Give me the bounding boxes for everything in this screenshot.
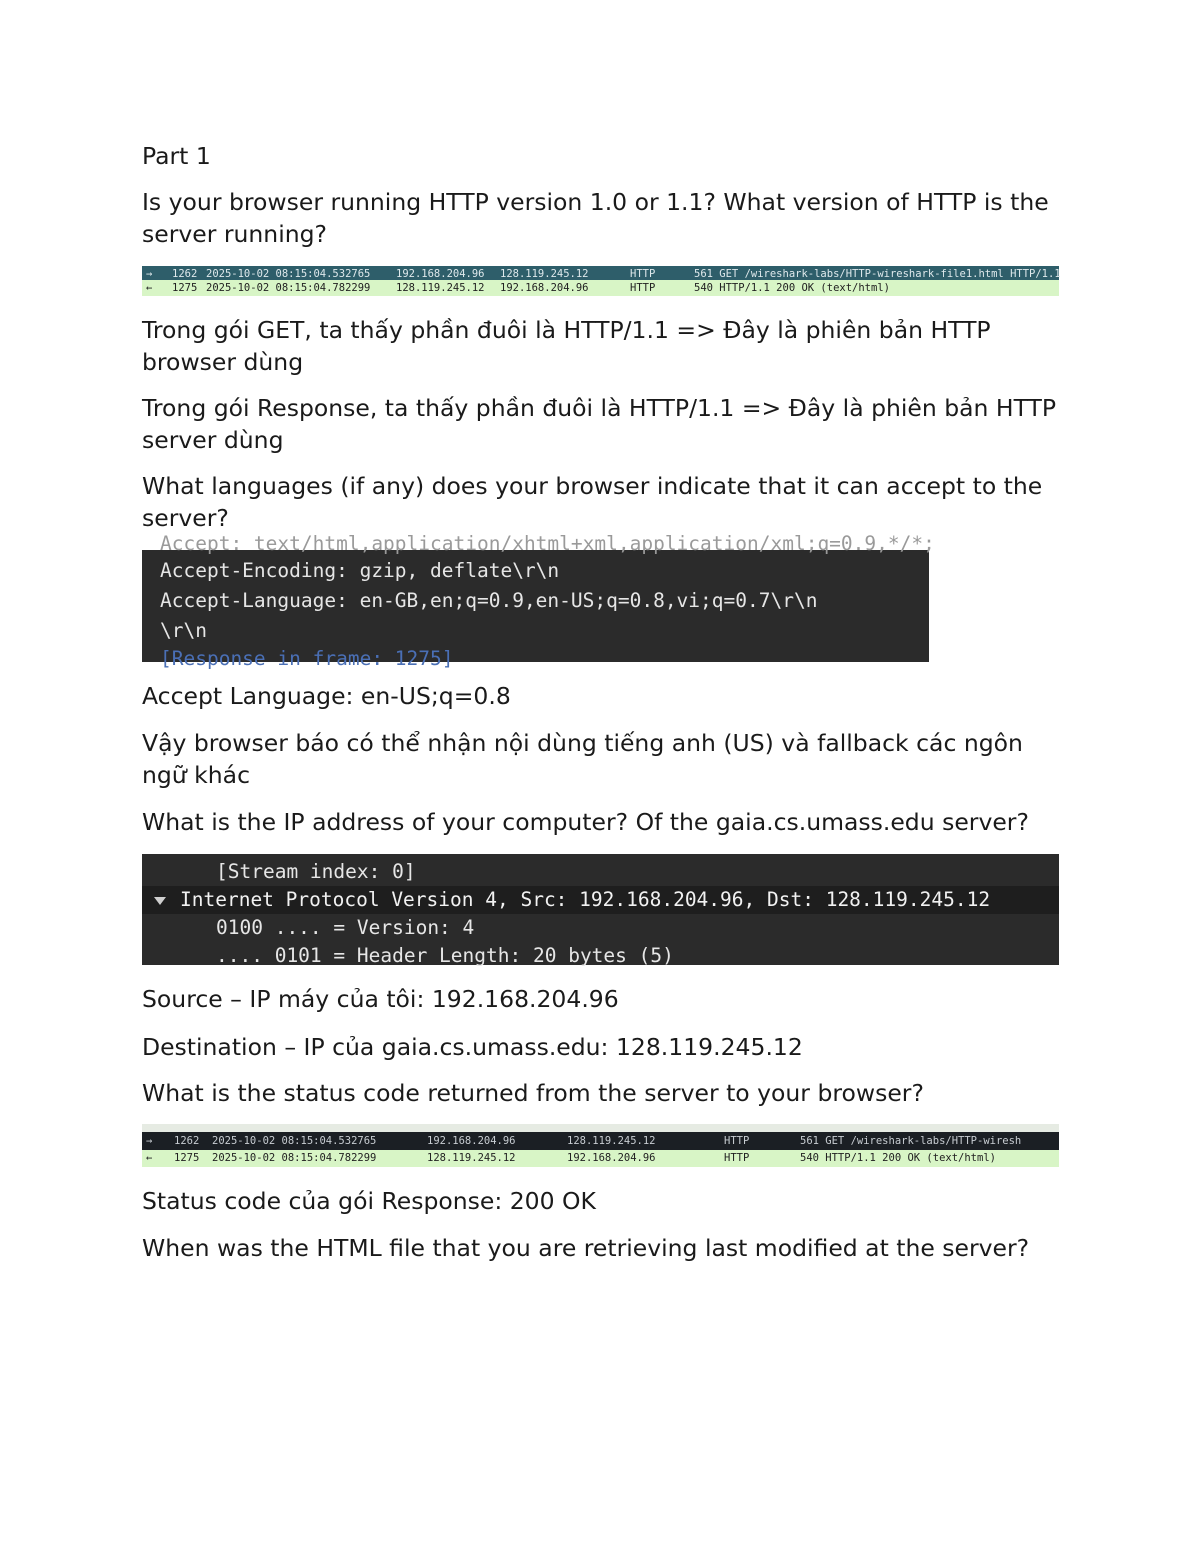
- answer-accept-language: Accept Language: en-US;q=0.8: [142, 682, 511, 710]
- question-ip-address: What is the IP address of your computer? Of the gaia.cs.umass.edu server?: [142, 808, 1029, 836]
- packet-no: 1275: [174, 1152, 200, 1164]
- ipv4-header-line[interactable]: Internet Protocol Version 4, Src: 192.168.204.96, Dst: 128.119.245.12: [180, 888, 991, 911]
- packet-no: 1275: [172, 282, 198, 294]
- answer-get-version: Trong gói GET, ta thấy phần đuôi là HTTP/1.1 => Đây là phiên bản HTTP browser dùng: [142, 316, 991, 376]
- packet-src: 192.168.204.96: [396, 268, 485, 280]
- packet-info: 540 HTTP/1.1 200 OK (text/html): [694, 282, 890, 294]
- packet-no: 1262: [172, 268, 198, 280]
- packet-row-cut: [142, 1124, 1059, 1132]
- expand-triangle-icon[interactable]: [154, 897, 166, 905]
- answer-language-explanation: Vậy browser báo có thể nhận nội dùng tiếng anh (US) và fallback các ngôn ngữ khác: [142, 729, 1023, 789]
- packet-time: 2025-10-02 08:15:04.782299: [212, 1152, 377, 1164]
- packet-list-screenshot-1: [142, 266, 1059, 296]
- header-response-in-frame: [Response in frame: 1275]: [160, 647, 454, 670]
- question-languages: What languages (if any) does your browser indicate that it can accept to the server?: [142, 472, 1043, 532]
- packet-dst: 128.119.245.12: [500, 268, 589, 280]
- question-last-modified: When was the HTML file that you are retrieving last modified at the server?: [142, 1234, 1030, 1262]
- answer-source-ip: Source – IP máy của tôi: 192.168.204.96: [142, 985, 619, 1013]
- packet-info: 561 GET /wireshark-labs/HTTP-wiresh: [800, 1135, 1022, 1147]
- question-status-code: What is the status code returned from the server to your browser?: [142, 1079, 924, 1107]
- packet-list-screenshot-2: [142, 1124, 1059, 1167]
- packet-row-response: ← 1275 2025-10-02 08:15:04.782299 128.119.245.12 192.168.204.96 HTTP 540 HTTP/1.1 200 OK (text/html): [142, 280, 1059, 296]
- packet-dst: 192.168.204.96: [567, 1152, 656, 1164]
- packet-dst: 192.168.204.96: [500, 282, 589, 294]
- packet-row-get: → 1262 2025-10-02 08:15:04.532765 192.168.204.96 128.119.245.12 HTTP 561 GET /wireshark-labs/HTTP-wireshark-file1.html HTTP/1.1: [142, 266, 1059, 280]
- packet-dst: 128.119.245.12: [567, 1135, 656, 1147]
- answer-destination-ip: Destination – IP của gaia.cs.umass.edu: 128.119.245.12: [142, 1033, 803, 1061]
- answer-response-version: Trong gói Response, ta thấy phần đuôi là HTTP/1.1 => Đây là phiên bản HTTP server dùng: [142, 394, 1057, 454]
- answer-status-code: Status code của gói Response: 200 OK: [142, 1187, 596, 1215]
- packet-proto: HTTP: [724, 1135, 750, 1147]
- ip-header-length-line: .... 0101 = Header Length: 20 bytes (5): [216, 944, 674, 967]
- ip-version-line: 0100 .... = Version: 4: [216, 916, 475, 939]
- packet-time: 2025-10-02 08:15:04.782299: [206, 282, 371, 294]
- header-accept-language: Accept-Language: en-GB,en;q=0.9,en-US;q=0.8,vi;q=0.7\r\n: [160, 589, 818, 612]
- packet-time: 2025-10-02 08:15:04.532765: [212, 1135, 377, 1147]
- page-heading: Part 1: [142, 142, 211, 170]
- packet-src: 128.119.245.12: [427, 1152, 516, 1164]
- packet-proto: HTTP: [724, 1152, 750, 1164]
- question-http-version: Is your browser running HTTP version 1.0 or 1.1? What version of HTTP is the server running?: [142, 188, 1049, 248]
- packet-row-response: ← 1275 2025-10-02 08:15:04.782299 128.119.245.12 192.168.204.96 HTTP 540 HTTP/1.1 200 OK (text/html): [142, 1150, 1059, 1167]
- header-line-cut-top: Accept: text/html,application/xhtml+xml,application/xml;q=0.9,*/*;: [160, 532, 935, 555]
- packet-src: 192.168.204.96: [427, 1135, 516, 1147]
- http-headers-screenshot: [142, 532, 935, 670]
- stream-index-line: [Stream index: 0]: [216, 860, 416, 883]
- packet-src: 128.119.245.12: [396, 282, 485, 294]
- header-accept-encoding: Accept-Encoding: gzip, deflate\r\n: [160, 559, 560, 582]
- packet-proto: HTTP: [630, 268, 656, 280]
- packet-no: 1262: [174, 1135, 200, 1147]
- header-crlf: \r\n: [160, 619, 207, 642]
- packet-proto: HTTP: [630, 282, 656, 294]
- packet-row-get: → 1262 2025-10-02 08:15:04.532765 192.168.204.96 128.119.245.12 HTTP 561 GET /wireshark-labs/HTTP-wiresh: [142, 1132, 1059, 1150]
- packet-info: 561 GET /wireshark-labs/HTTP-wireshark-file1.html HTTP/1.1: [694, 268, 1061, 280]
- ip-details-screenshot: [142, 854, 1059, 965]
- packet-info: 540 HTTP/1.1 200 OK (text/html): [800, 1152, 996, 1164]
- packet-time: 2025-10-02 08:15:04.532765: [206, 268, 371, 280]
